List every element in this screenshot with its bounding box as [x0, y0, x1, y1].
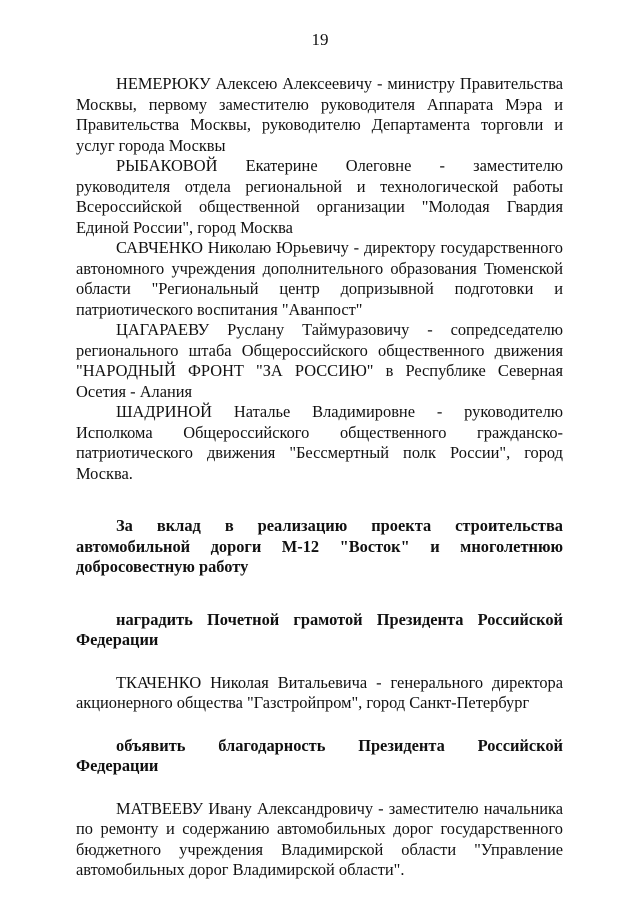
spacer — [76, 777, 563, 799]
recipient-entry-rybakova: РЫБАКОВОЙ Екатерине Олеговне - заместителю руководителя отдела региональной и технологической работы Всероссийской общественной организации "Молодая Гвардия Единой России", город Москва — [76, 156, 563, 237]
spacer — [76, 484, 563, 516]
recipient-entry-matveev: МАТВЕЕВУ Ивану Александровичу - заместителю начальника по ремонту и содержанию автомобильных дорог государственного бюджетного учреждения Владимирской области "Управление автомобильных дорог Владимирской области". — [76, 798, 563, 879]
award-heading-gratitude: объявить благодарность Президента Российской Федерации — [76, 735, 563, 775]
recipient-entry-nemeryuk: НЕМЕРЮКУ Алексею Алексеевичу - министру Правительства Москвы, первому заместителю руководителя Аппарата Мэра и Правительства Москвы, руководителю Департамента торговли и услуг города Москвы — [76, 74, 563, 155]
spacer — [76, 578, 563, 610]
recipient-entry-savchenko: САВЧЕНКО Николаю Юрьевичу - директору государственного автономного учреждения дополнительного образования Тюменской области "Региональный центр допризывной подготовки и патриотического воспитания "Аванпост" — [76, 238, 563, 319]
spacer — [76, 651, 563, 673]
spacer — [76, 714, 563, 736]
section-heading: За вклад в реализацию проекта строительства автомобильной дороги М-12 "Восток" и многолетнюю добросовестную работу — [76, 516, 563, 576]
recipient-entry-shadrina: ШАДРИНОЙ Наталье Владимировне - руководителю Исполкома Общероссийского общественного гражданско-патриотического движения "Бессмертный полк России", город Москва. — [76, 402, 563, 483]
recipient-entry-tkachenko: ТКАЧЕНКО Николая Витальевича - генерального директора акционерного общества "Газстройпром", город Санкт-Петербург — [76, 672, 563, 712]
page-number: 19 — [311, 30, 329, 49]
award-heading-certificate: наградить Почетной грамотой Президента Российской Федерации — [76, 609, 563, 649]
recipient-entry-tsagaraev: ЦАГАРАЕВУ Руслану Таймуразовичу - сопредседателю регионального штаба Общероссийского общественного движения "НАРОДНЫЙ ФРОНТ "ЗА РОССИЮ" в Республике Северная Осетия - Алания — [76, 320, 563, 401]
document-body — [76, 74, 563, 881]
